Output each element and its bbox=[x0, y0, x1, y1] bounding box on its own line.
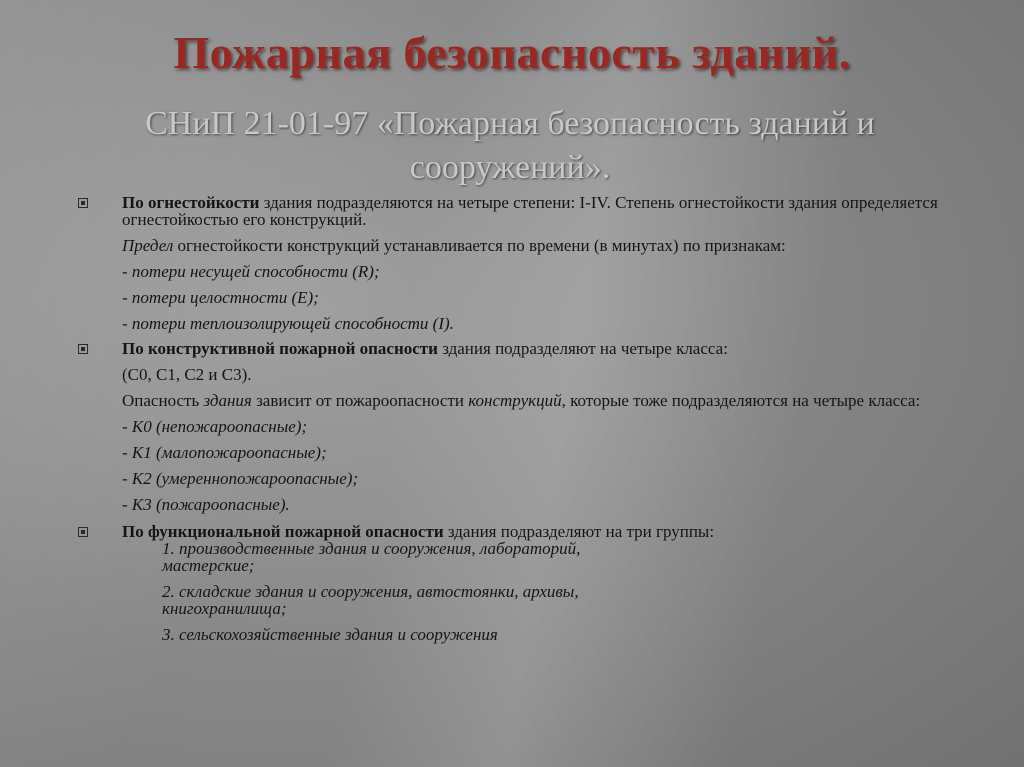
list-item-text: - К3 (пожароопасные). bbox=[122, 495, 290, 514]
section-paragraph bbox=[122, 392, 978, 409]
paragraph-text: которые тоже подразделяются на четыре класса: bbox=[565, 391, 921, 410]
list-item bbox=[122, 470, 978, 487]
paragraph-italic: здания bbox=[203, 391, 252, 410]
section-lead bbox=[122, 340, 978, 357]
section-lead bbox=[122, 523, 978, 540]
group-item-text: 3. сельскохозяйственные здания и сооружения bbox=[162, 625, 498, 644]
group-item bbox=[162, 583, 632, 617]
group-item-text: 1. производственные здания и сооружения, лабораторий, мастерские; bbox=[162, 539, 581, 575]
slide-content bbox=[78, 194, 978, 643]
line-text: огнестойкости конструкций устанавливается по времени (в минутах) по признакам: bbox=[173, 236, 786, 255]
section-functional-hazard bbox=[78, 523, 978, 643]
list-item-text: - К1 (малопожароопасные); bbox=[122, 443, 327, 462]
section-lead-text: здания подразделяют на четыре класса: bbox=[437, 339, 728, 358]
paragraph-text: зависит от пожароопасности bbox=[251, 391, 469, 410]
section-line bbox=[122, 237, 978, 254]
group-item bbox=[162, 540, 622, 574]
list-item-text: - К2 (умереннопожароопасные); bbox=[122, 469, 359, 488]
list-item bbox=[122, 315, 978, 332]
section-lead-text: здания подразделяются на четыре степени: I-IV. Степень огнестойкости здания определяется огнестойкостью его конструкций. bbox=[122, 193, 938, 229]
list-item bbox=[122, 496, 978, 513]
list-item bbox=[122, 263, 978, 280]
list-item bbox=[122, 418, 978, 435]
paragraph-italic: конструкций, bbox=[468, 391, 566, 410]
bullet-icon bbox=[78, 198, 88, 208]
classes-line: (С0, С1, С2 и С3). bbox=[122, 365, 252, 384]
section-lead bbox=[122, 194, 978, 228]
section-lead-bold: По конструктивной пожарной опасности bbox=[122, 339, 438, 358]
list-item-text: - К0 (непожароопасные); bbox=[122, 417, 308, 436]
section-lead-bold: По функциональной пожарной опасности bbox=[122, 522, 444, 541]
group-item-text: 2. складские здания и сооружения, автостоянки, архивы, книгохранилища; bbox=[162, 582, 579, 618]
list-item-text: - потери теплоизолирующей способности (I). bbox=[122, 314, 454, 333]
list-item-text: - потери целостности (E); bbox=[122, 288, 319, 307]
slide-subtitle: СНиП 21-01-97 «Пожарная безопасность зданий и сооружений». bbox=[145, 105, 875, 186]
paragraph-text: Опасность bbox=[122, 391, 204, 410]
term-italic: Предел bbox=[122, 236, 174, 255]
list-item bbox=[122, 289, 978, 306]
list-item-text: - потери несущей способности (R); bbox=[122, 262, 380, 281]
group-item bbox=[162, 626, 978, 643]
slide-title: Пожарная безопасность зданий. bbox=[173, 27, 851, 78]
section-constructive-hazard bbox=[78, 340, 978, 513]
section-lead-bold: По огнестойкости bbox=[122, 193, 260, 212]
section-lead-text: здания подразделяют на три группы: bbox=[443, 522, 715, 541]
bullet-icon bbox=[78, 527, 88, 537]
list-item bbox=[122, 444, 978, 461]
bullet-icon bbox=[78, 344, 88, 354]
section-fire-resistance bbox=[78, 194, 978, 332]
